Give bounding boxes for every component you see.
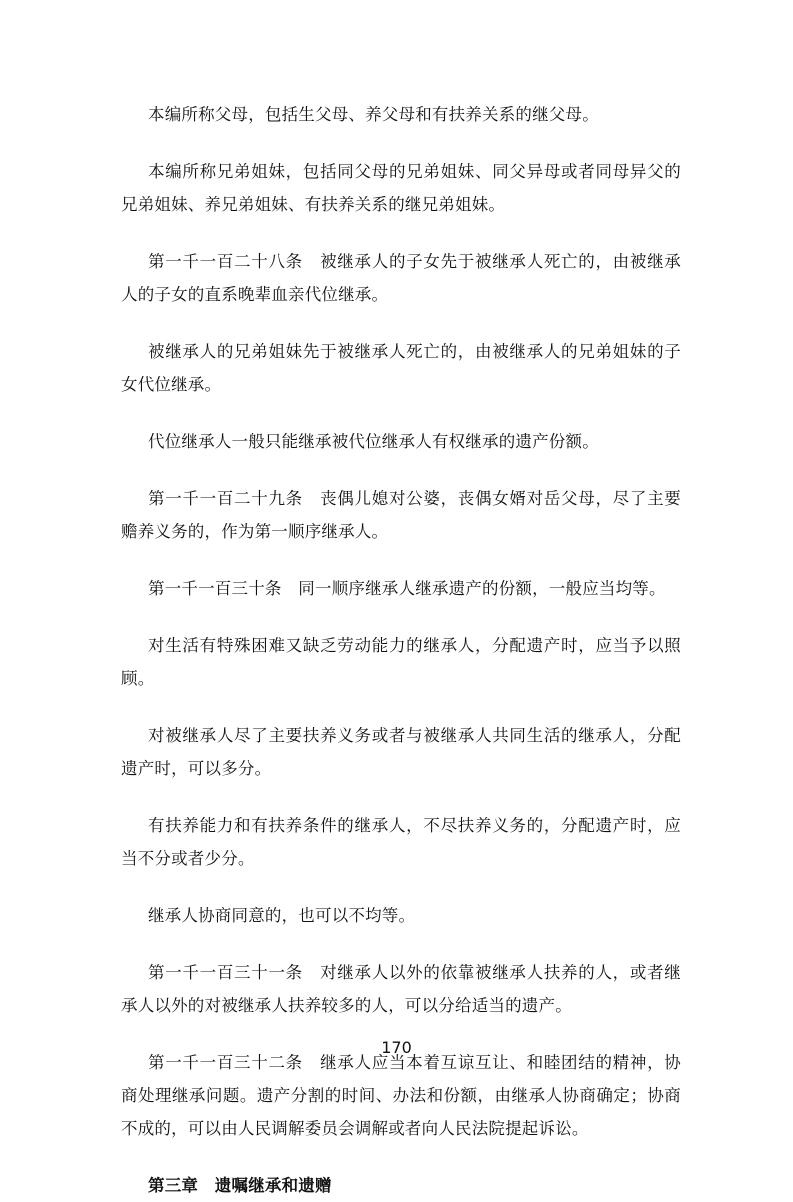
chapter-heading: 第三章 遗嘱继承和遗赠 [148, 1176, 332, 1195]
paragraph: 本编所称兄弟姐妹，包括同父母的兄弟姐妹、同父异母或者同母异父的兄弟姐妹、养兄弟姐妹、有扶养关系的继兄弟姐妹。 [121, 162, 681, 214]
article-1130: 第一千一百三十条 同一顺序继承人继承遗产的份额，一般应当均等。 [148, 579, 666, 598]
paragraph: 代位继承人一般只能继承被代位继承人有权继承的遗产份额。 [148, 432, 599, 451]
article-1131: 第一千一百三十一条 对继承人以外的依靠被继承人扶养的人，或者继承人以外的对被继承人扶养较多的人，可以分给适当的遗产。 [121, 963, 681, 1015]
body-text [121, 98, 681, 1202]
paragraph: 继承人协商同意的，也可以不均等。 [148, 906, 416, 925]
paragraph: 有扶养能力和有扶养条件的继承人，不尽扶养义务的，分配遗产时，应当不分或者少分。 [121, 816, 681, 868]
article-1129: 第一千一百二十九条 丧偶儿媳对公婆，丧偶女婿对岳父母，尽了主要赡养义务的，作为第一顺序继承人。 [121, 489, 681, 541]
paragraph: 对生活有特殊困难又缺乏劳动能力的继承人，分配遗产时，应当予以照顾。 [121, 636, 681, 688]
article-1128: 第一千一百二十八条 被继承人的子女先于被继承人死亡的，由被继承人的子女的直系晚辈血亲代位继承。 [121, 252, 681, 304]
page-number: 170 [381, 1038, 412, 1057]
paragraph: 本编所称父母，包括生父母、养父母和有扶养关系的继父母。 [148, 105, 599, 124]
article-1132: 第一千一百三十二条 继承人应当本着互谅互让、和睦团结的精神，协商处理继承问题。遗产分割的时间、办法和份额，由继承人协商确定；协商不成的，可以由人民调解委员会调解或者向人民法院提起诉讼。 [121, 1053, 681, 1138]
paragraph: 对被继承人尽了主要扶养义务或者与被继承人共同生活的继承人，分配遗产时，可以多分。 [121, 726, 681, 778]
paragraph: 被继承人的兄弟姐妹先于被继承人死亡的，由被继承人的兄弟姐妹的子女代位继承。 [121, 342, 681, 394]
